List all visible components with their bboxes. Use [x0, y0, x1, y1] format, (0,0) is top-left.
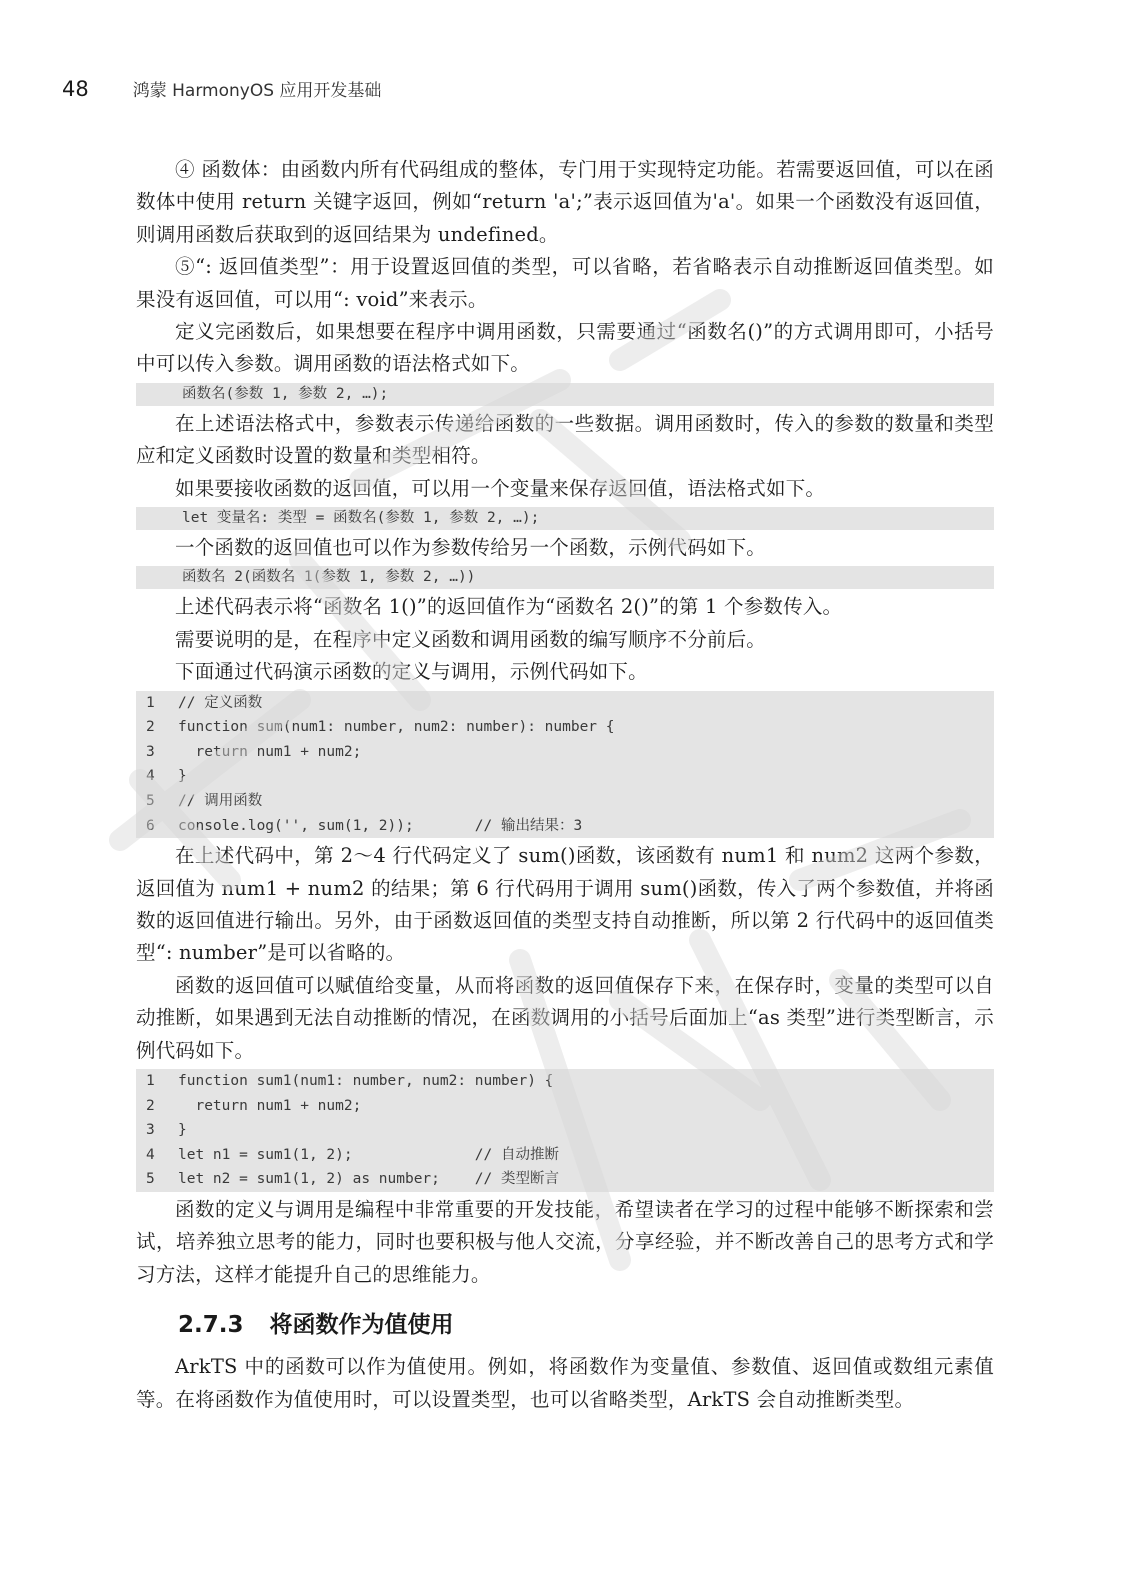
code-text: // 调用函数 [178, 793, 263, 810]
paragraph-call-intro: 定义完函数后，如果想要在程序中调用函数，只需要通过“函数名()”的方式调用即可，小括号中可以传入参数。调用函数的语法格式如下。 [136, 320, 994, 376]
code-line [136, 1118, 994, 1143]
paragraph-order: 需要说明的是，在程序中定义函数和调用函数的编写顺序不分前后。 [175, 627, 767, 651]
line-number: 4 [146, 1146, 155, 1163]
code-text: } [178, 1122, 187, 1139]
code-text: console.log('', sum(1, 2)); // 输出结果：3 [178, 817, 583, 834]
paragraph-conclusion: 函数的定义与调用是编程中非常重要的开发技能，希望读者在学习的过程中能够不断探索和尝试，培养独立思考的能力，同时也要积极与他人交流，分享经验，并不断改善自己的思考方式和学习方法，这样才能提升自己的思维能力。 [136, 1198, 994, 1286]
code-line [136, 789, 994, 814]
code-text: function sum1(num1: number, num2: number) { [178, 1073, 554, 1090]
line-number: 6 [146, 817, 155, 834]
line-number: 3 [146, 743, 155, 760]
line-number: 5 [146, 1171, 155, 1188]
code-text: // 定义函数 [178, 694, 263, 711]
paragraph-return-type: ⑤“: 返回值类型”：用于设置返回值的类型，可以省略，若省略表示自动推断返回值类型。如果没有返回值，可以用“: void”来表示。 [136, 255, 994, 311]
syntax-call: 函数名(参数 1, 参数 2, …); [136, 383, 994, 406]
code-text: let n1 = sum1(1, 2); // 自动推断 [178, 1146, 559, 1163]
code-line [136, 814, 994, 839]
line-number: 2 [146, 1097, 155, 1114]
paragraph-nested-intro: 一个函数的返回值也可以作为参数传给另一个函数，示例代码如下。 [175, 536, 767, 560]
section-number: 2.7.3 [178, 1312, 244, 1339]
section-title: 将函数作为值使用 [269, 1312, 454, 1339]
code-text: return num1 + num2; [178, 743, 362, 760]
line-number: 1 [146, 1073, 155, 1090]
paragraph-assign-intro: 函数的返回值可以赋值给变量，从而将函数的返回值保存下来，在保存时，变量的类型可以自动推断，如果遇到无法自动推断的情况，在函数调用的小括号后面加上“as 类型”进行类型断言，示例代码如下。 [136, 973, 994, 1062]
line-number: 5 [146, 793, 155, 810]
code-text: function sum(num1: number, num2: number): number { [178, 719, 615, 736]
syntax-nested: 函数名 2(函数名 1(参数 1, 参数 2, …)) [136, 566, 994, 589]
paragraph-function-as-value: ArkTS 中的函数可以作为值使用。例如，将函数作为变量值、参数值、返回值或数组元素值等。在将函数作为值使用时，可以设置类型，也可以省略类型，ArkTS 会自动推断类型。 [136, 1355, 994, 1411]
paragraph-function-body: ④ 函数体：由函数内所有代码组成的整体，专门用于实现特定功能。若需要返回值，可以在函数体中使用 return 关键字返回，例如“return 'a';”表示返回值为'a'。如果一个函数没有返回值，则调用函数后获取到的返回结果为 undefined。 [136, 158, 994, 246]
code-text: return num1 + num2; [178, 1097, 362, 1114]
code-block-sum [136, 691, 994, 839]
section-heading [178, 1309, 994, 1341]
syntax-assign: let 变量名: 类型 = 函数名(参数 1, 参数 2, …); [136, 507, 994, 530]
page-content [136, 154, 994, 1416]
page-header [62, 76, 381, 106]
code-text: let n2 = sum1(1, 2) as number; // 类型断言 [178, 1171, 559, 1188]
code-text: } [178, 768, 187, 785]
code-line [136, 715, 994, 740]
line-number: 1 [146, 694, 155, 711]
code-line [136, 1143, 994, 1168]
paragraph-params: 在上述语法格式中，参数表示传递给函数的一些数据。调用函数时，传入的参数的数量和类型应和定义函数时设置的数量和类型相符。 [136, 411, 994, 468]
code-line [136, 1094, 994, 1119]
code-line [136, 1069, 994, 1094]
paragraph-demo-intro: 下面通过代码演示函数的定义与调用，示例代码如下。 [175, 660, 648, 684]
code-block-sum1 [136, 1069, 994, 1192]
code-line [136, 1167, 994, 1192]
line-number: 4 [146, 768, 155, 785]
line-number: 3 [146, 1122, 155, 1139]
code-line [136, 691, 994, 716]
code-line [136, 764, 994, 789]
page-number: 48 [62, 77, 89, 101]
running-title: 鸿蒙 HarmonyOS 应用开发基础 [132, 81, 382, 101]
code-line [136, 740, 994, 765]
paragraph-sum-explain: 在上述代码中，第 2～4 行代码定义了 sum()函数，该函数有 num1 和 num2 这两个参数，返回值为 num1 + num2 的结果；第 6 行代码用于调用 sum()函数，传入了两个参数值，并将函数的返回值进行输出。另外，由于函数返回值的类型支持自动推断，所以第 2 行代码中的返回值类型“: number”是可以省略的。 [136, 844, 994, 965]
paragraph-nested-explain: 上述代码表示将“函数名 1()”的返回值作为“函数名 2()”的第 1 个参数传入。 [175, 595, 843, 619]
paragraph-receive-return: 如果要接收函数的返回值，可以用一个变量来保存返回值，语法格式如下。 [175, 476, 826, 500]
line-number: 2 [146, 719, 155, 736]
